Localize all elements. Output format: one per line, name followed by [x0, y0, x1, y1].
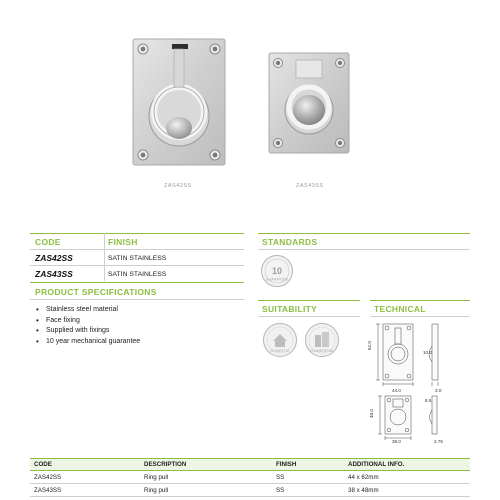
- specifications-list: [36, 306, 140, 348]
- dim-depth: 2.75: [434, 439, 443, 444]
- table-header-code: CODE: [30, 459, 140, 471]
- table-row: [30, 471, 470, 484]
- table-cell: Ring pull: [140, 484, 272, 497]
- dim-ring: 8.5: [425, 398, 432, 403]
- table-cell: 38 x 48mm: [344, 484, 470, 497]
- spec-item: • Supplied with fixings: [36, 327, 140, 334]
- table-cell: Ring pull: [140, 471, 272, 484]
- technical-title: TECHNICAL: [374, 304, 426, 314]
- finish-column-header: FINISH: [108, 237, 138, 247]
- finish-row-value: SATIN STAINLESS: [108, 255, 167, 262]
- finish-row-code: ZAS42SS: [35, 253, 73, 263]
- spec-item: • Stainless steel material: [36, 306, 140, 313]
- table-cell: SS: [272, 484, 344, 497]
- spec-item: • Face fixing: [36, 317, 140, 324]
- code-column-header: CODE: [35, 237, 61, 247]
- table-header-additional-info: ADDITIONAL INFO.: [344, 459, 470, 471]
- table-header-row: [30, 459, 470, 471]
- guarantee-badge-number: 10: [271, 266, 283, 276]
- finish-row-code: ZAS43SS: [35, 269, 73, 279]
- table-header-description: DESCRIPTION: [140, 459, 272, 471]
- technical-drawing-zas42ss: [366, 320, 456, 390]
- table-cell: SS: [272, 471, 344, 484]
- technical-drawing-zas43ss: [366, 393, 456, 443]
- domestic-badge-label: DOMESTIC: [270, 349, 290, 353]
- dim-height: 62.0: [367, 341, 372, 350]
- dim-depth: 3.0: [435, 388, 442, 393]
- domestic-badge-icon: [262, 322, 298, 358]
- suitability-title: SUITABILITY: [262, 304, 318, 314]
- spec-item: • 10 year mechanical guarantee: [36, 338, 140, 345]
- dim-height: 48.0: [369, 409, 374, 418]
- guarantee-badge-icon: [260, 254, 294, 288]
- finish-row-value: SATIN STAINLESS: [108, 271, 167, 278]
- product-caption: ZAS43SS: [296, 183, 324, 189]
- dim-width: 38.0: [392, 439, 401, 444]
- table-cell: 44 x 62mm: [344, 471, 470, 484]
- dim-ring: 10.0: [423, 350, 432, 355]
- product-info-table: [30, 458, 470, 497]
- table-header-finish: FINISH: [272, 459, 344, 471]
- table-cell: ZAS42SS: [30, 471, 140, 484]
- product-image-zas43ss: [268, 52, 350, 154]
- dim-width: 44.0: [392, 388, 401, 393]
- standards-title: STANDARDS: [262, 237, 318, 247]
- commercial-badge-label: COMMERCIAL: [309, 349, 335, 353]
- product-specifications-title: PRODUCT SPECIFICATIONS: [35, 287, 157, 297]
- guarantee-badge-text: GUARANTEE: [265, 277, 289, 282]
- table-cell: ZAS43SS: [30, 484, 140, 497]
- product-caption: ZAS42SS: [164, 183, 192, 189]
- commercial-badge-icon: [304, 322, 340, 358]
- table-row: [30, 484, 470, 497]
- product-image-zas42ss: [132, 38, 226, 166]
